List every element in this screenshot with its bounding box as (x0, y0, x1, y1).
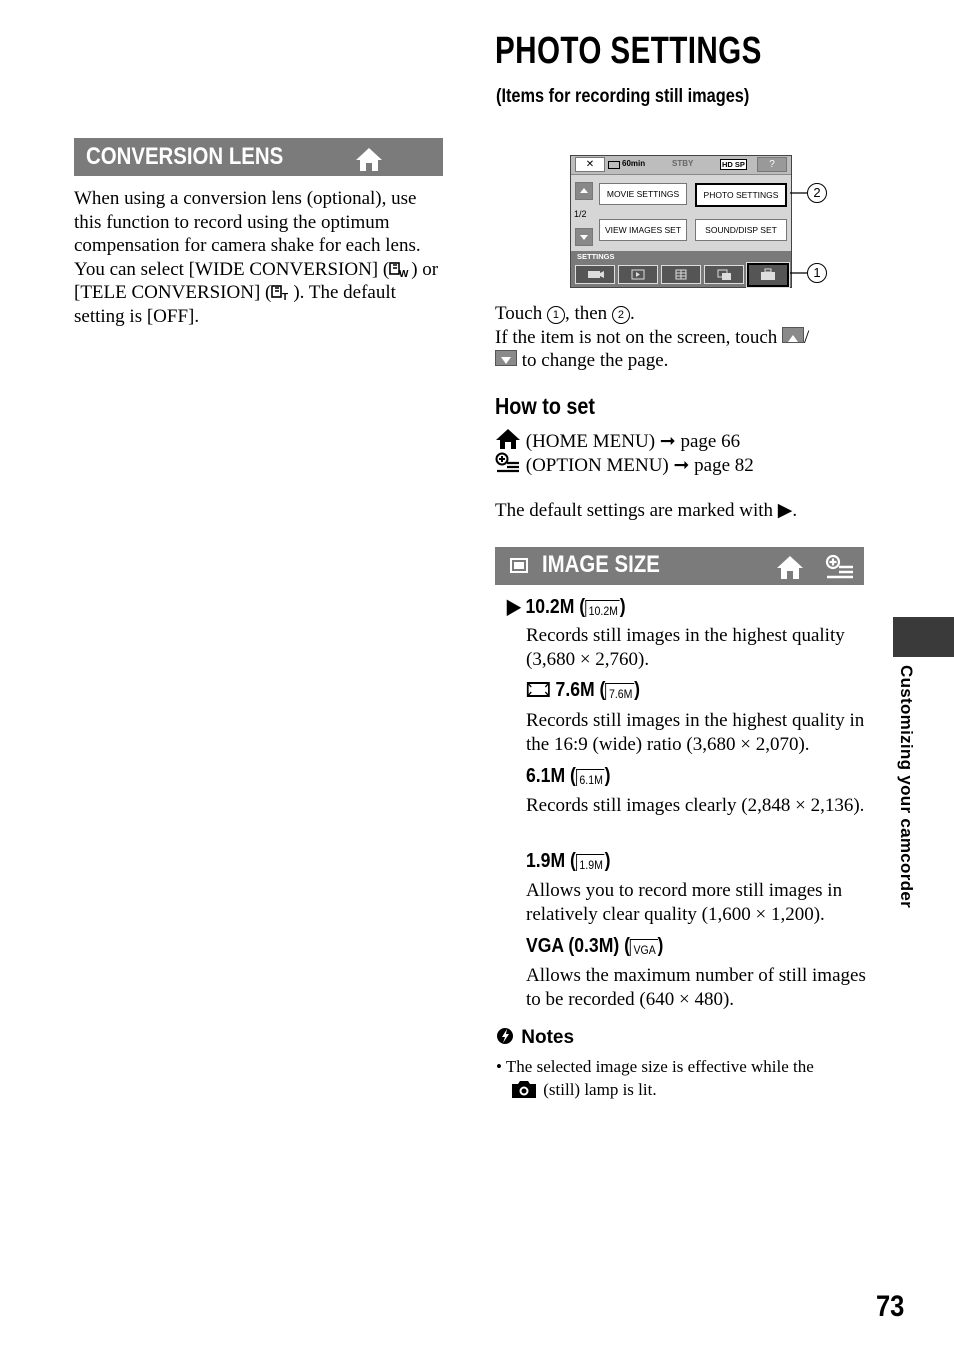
option-vga-desc: Allows the maximum number of still images to be recorded (640 × 480). (526, 965, 866, 1010)
notes-item: • The selected image size is effective while the (still) lamp is lit. (496, 1057, 814, 1099)
list-icon (662, 266, 700, 283)
notes-icon (496, 1026, 516, 1046)
circle-2: 2 (612, 306, 630, 324)
conversion-lens-title: CONVERSION LENS (86, 143, 284, 170)
arrow-up-icon (576, 183, 592, 199)
default-marker: ▶ (507, 596, 521, 618)
view-images-set-button[interactable]: VIEW IMAGES SET (599, 219, 687, 241)
screen-page-indicator: 1/2 (574, 209, 587, 219)
option-6-1m: 6.1M ( 6.1M) (526, 765, 611, 787)
settings-screen-illustration (570, 155, 792, 288)
wide-ratio-icon (526, 680, 551, 698)
sound-disp-set-button[interactable]: SOUND/DISP SET (695, 219, 787, 241)
page-down-icon (495, 350, 517, 366)
circle-1: 1 (547, 306, 565, 324)
camera-icon (576, 266, 614, 283)
option-6-1m-desc: Records still images clearly (2,848 × 2,136). (526, 795, 865, 816)
tab-movie[interactable] (575, 265, 615, 284)
screen-help-button[interactable]: ? (757, 157, 787, 172)
home-icon (355, 146, 383, 172)
size-7-6m-icon: 7.6M (605, 683, 634, 700)
image-size-title: IMAGE SIZE (542, 551, 660, 578)
option-10-2m: ▶ 10.2M ( 10.2M) (507, 596, 626, 618)
touch-line: Touch 1 , then 2 . (495, 303, 635, 324)
screen-status: STBY (672, 159, 694, 168)
option-7-6m-desc: Records still images in the highest quality in the 16:9 (wide) ratio (3,680 × 2,070). (526, 710, 865, 755)
page-number: 73 (876, 1290, 905, 1323)
conversion-lens-para2: You can select [WIDE CONVERSION] ( W ) or [TELE CONVERSION] ( T ). The default setting is [OFF]. (74, 258, 439, 327)
scroll-up-button[interactable] (575, 182, 593, 200)
image-size-square-icon (510, 558, 528, 573)
tele-conversion-icon (271, 283, 293, 301)
how-to-set-lines (495, 428, 875, 476)
home-icon (495, 428, 521, 450)
svg-text:T: T (282, 292, 289, 301)
option-1-9m-desc: Allows you to record more still images in relatively clear quality (1,600 × 1,200). (526, 880, 843, 925)
notes-body (496, 1056, 856, 1101)
tab-list[interactable] (661, 265, 701, 284)
screen-close-button[interactable]: ✕ (575, 157, 605, 172)
default-settings-note: The default settings are marked with ▶. (495, 500, 798, 521)
movie-settings-button[interactable]: MOVIE SETTINGS (599, 183, 687, 205)
page-up-icon (782, 327, 804, 343)
tab-playback[interactable] (618, 265, 658, 284)
screen-tab-label: SETTINGS (577, 252, 615, 261)
size-1-9m-icon: 1.9M (576, 854, 605, 871)
page-subtitle: (Items for recording still images) (496, 86, 750, 107)
image-size-header (495, 547, 864, 585)
section-tab-marker (893, 617, 954, 657)
conversion-lens-body (74, 187, 446, 328)
tab-dub[interactable] (704, 265, 744, 284)
screen-status-bar (571, 156, 791, 175)
option-menu-icon (495, 452, 521, 474)
quality-badge: HD SP (722, 160, 745, 169)
touch-instructions (495, 302, 875, 373)
how-to-set-title: How to set (495, 393, 596, 419)
side-section-label: Customizing your camcorder (897, 665, 916, 909)
option-1-9m: 1.9M ( 1.9M) (526, 850, 611, 872)
photo-settings-button[interactable]: PHOTO SETTINGS (695, 183, 787, 207)
playback-icon (619, 266, 657, 283)
still-camera-icon (509, 1078, 539, 1100)
callout-1: 1 (807, 263, 827, 283)
conversion-lens-header (74, 138, 443, 176)
callout-2: 2 (807, 183, 827, 203)
notes-heading: Notes (496, 1026, 574, 1049)
page-change-line: If the item is not on the screen, touch / to change the page. (495, 326, 810, 371)
size-6-1m-icon: 6.1M (576, 769, 605, 786)
battery-icon (608, 161, 620, 169)
option-7-6m: 7.6M ( 7.6M) (526, 679, 640, 702)
size-10-2m-icon: 10.2M (585, 600, 620, 617)
wide-conversion-icon (389, 260, 411, 278)
arrow-down-icon (576, 229, 592, 245)
battery-time: 60min (622, 159, 646, 168)
dub-icon (705, 266, 743, 283)
option-vga: VGA (0.3M) ( VGA) (526, 935, 664, 957)
page-title: PHOTO SETTINGS (495, 30, 762, 72)
svg-text:W: W (399, 268, 409, 278)
conversion-lens-para1: When using a conversion lens (optional), use this function to record using the optimum compensation for camera shake for each lens. (74, 188, 421, 256)
home-menu-line: (HOME MENU) ➞ page 66 (495, 428, 875, 452)
scroll-down-button[interactable] (575, 228, 593, 246)
option-menu-icon (825, 554, 855, 580)
size-vga-icon: VGA (630, 939, 658, 956)
screen-tab-bar (571, 251, 791, 287)
option-10-2m-desc: Records still images in the highest quality (3,680 × 2,760). (526, 625, 845, 670)
option-menu-line: (OPTION MENU) ➞ page 82 (495, 452, 875, 476)
home-icon (776, 554, 804, 580)
